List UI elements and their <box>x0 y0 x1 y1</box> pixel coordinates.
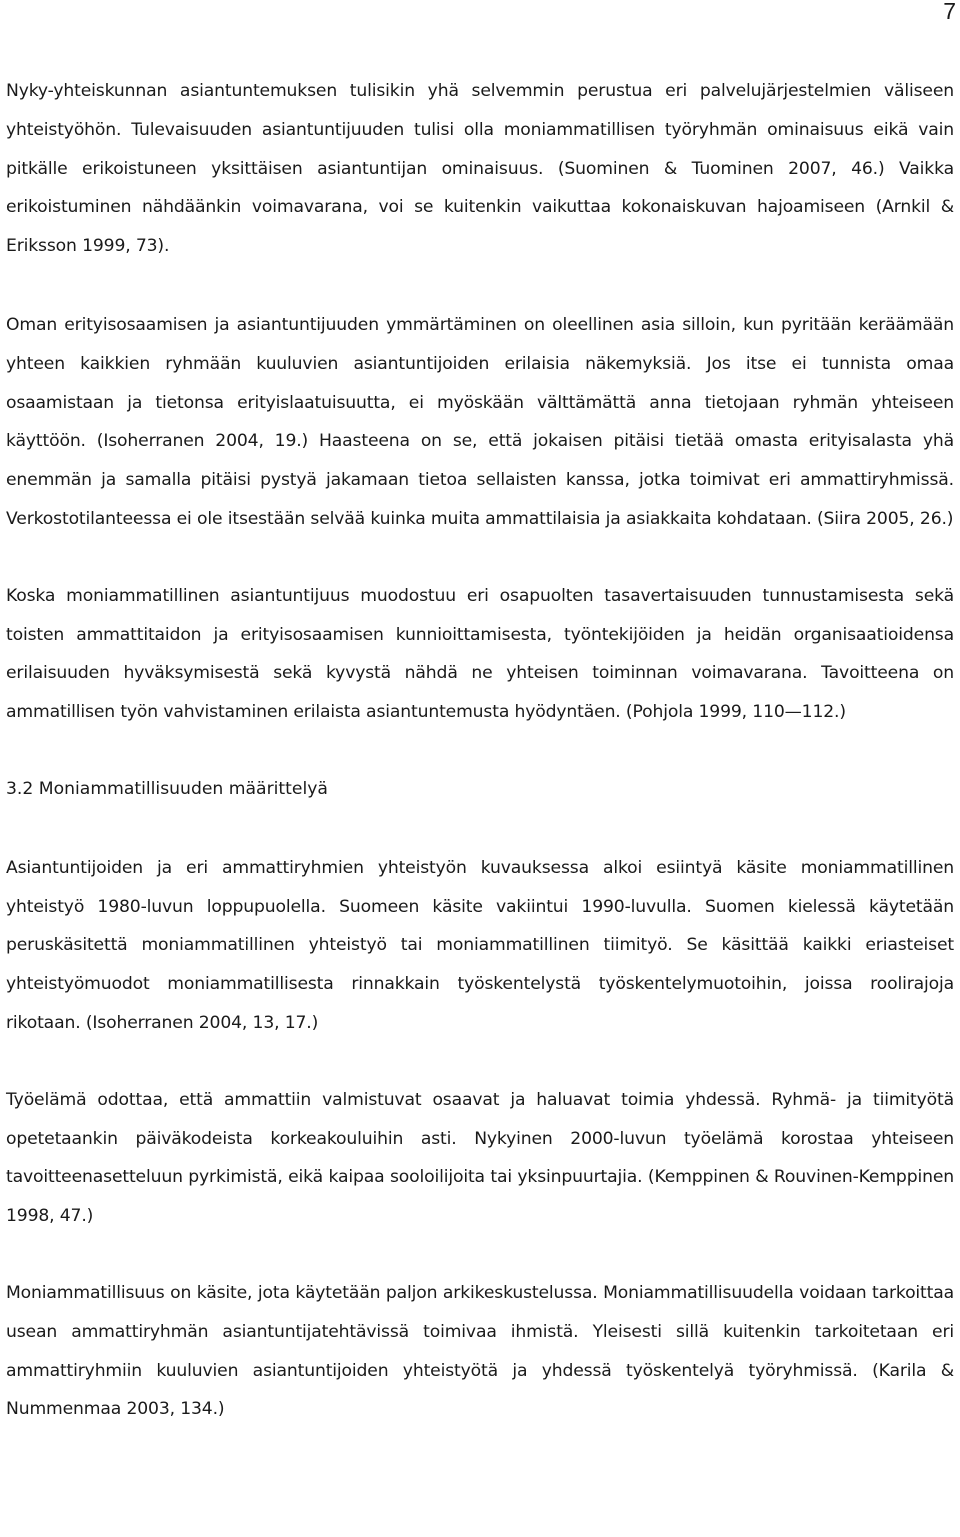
page-number: 7 <box>943 0 956 24</box>
paragraph-6: Moniammatillisuus on käsite, jota käytetään paljon arkikeskustelussa. Moniammatillisuudella voidaan tarkoittaa usean ammattiryhmän asiantuntijatehtävissä toimivaa ihmistä. Yleisesti sillä kuitenkin tarkoitetaan eri ammattiryhmiin kuuluvien asiantuntijoiden yhteistyötä ja yhdessä työskentelyä työryhmissä. (Karila & Nummenmaa 2003, 134.) <box>6 1282 954 1420</box>
paragraph-3: Koska moniammatillinen asiantuntijuus muodostuu eri osapuolten tasavertaisuuden tunnustamisesta sekä toisten ammattitaidon ja erityisosaamisen kunnioittamisesta, työntekijöiden ja heidän organisaatioidensa erilaisuuden hyväksymisestä sekä kyvystä nähdä ne yhteisen toiminnan voimavarana. Tavoitteena on ammatillisen työn vahvistaminen erilaista asiantuntemusta hyödyntäen. (Pohjola 1999, 110—112.) <box>6 585 954 723</box>
document-body <box>6 72 954 1467</box>
paragraph-4: Asiantuntijoiden ja eri ammattiryhmien yhteistyön kuvauksessa alkoi esiintyä käsite moniammatillinen yhteistyö 1980-luvun loppupuolella. Suomeen käsite vakiintui 1990-luvulla. Suomen kielessä käytetään peruskäsitettä moniammatillinen yhteistyö tai moniammatillinen tiimityö. Se käsittää kaikki eriasteiset yhteistyömuodot moniammatillisesta rinnakkain työskentelystä työskentelymuotoihin, joissa roolirajoja rikotaan. (Isoherranen 2004, 13, 17.) <box>6 857 954 1033</box>
paragraph-2: Oman erityisosaamisen ja asiantuntijuuden ymmärtäminen on oleellinen asia silloin, kun pyritään keräämään yhteen kaikkien ryhmään kuuluvien asiantuntijoiden erilaisia näkemyksiä. Jos itse ei tunnista omaa osaamistaan ja tietonsa erityislaatuisuutta, ei myöskään välttämättä anna tietojaan ryhmän yhteiseen käyttöön. (Isoherranen 2004, 19.) Haasteena on se, että jokaisen pitäisi tietää omasta erityisalasta yhä enemmän ja samalla pitäisi pystyä jakamaan tietoa sellaisten kanssa, jotka toimivat eri ammattiryhmissä. Verkostotilanteessa ei ole itsestään selvää kuinka muita ammattilaisia ja asiakkaita kohdataan. (Siira 2005, 26.) <box>6 314 954 529</box>
paragraph-5: Työelämä odottaa, että ammattiin valmistuvat osaavat ja haluavat toimia yhdessä. Ryhmä- ja tiimityötä opetetaankin päiväkodeista korkeakouluihin asti. Nykyinen 2000-luvun työelämä korostaa yhteiseen tavoitteenasetteluun pyrkimistä, eikä kaipaa sooloilijoita tai yksinpuurtajia. (Kemppinen & Rouvinen-Kemppinen 1998, 47.) <box>6 1089 954 1227</box>
paragraph-1: Nyky-yhteiskunnan asiantuntemuksen tulisikin yhä selvemmin perustua eri palvelujärjestelmien väliseen yhteistyöhön. Tulevaisuuden asiantuntijuuden tulisi olla moniammatillisen työryhmän ominaisuus eikä vain pitkälle erikoistuneen yksittäisen asiantuntijan ominaisuus. (Suominen & Tuominen 2007, 46.) Vaikka erikoistuminen nähdäänkin voimavarana, voi se kuitenkin vaikuttaa kokonaiskuvan hajoamiseen (Arnkil & Eriksson 1999, 73). <box>6 81 954 257</box>
section-heading: 3.2 Moniammatillisuuden määrittelyä <box>6 778 328 799</box>
